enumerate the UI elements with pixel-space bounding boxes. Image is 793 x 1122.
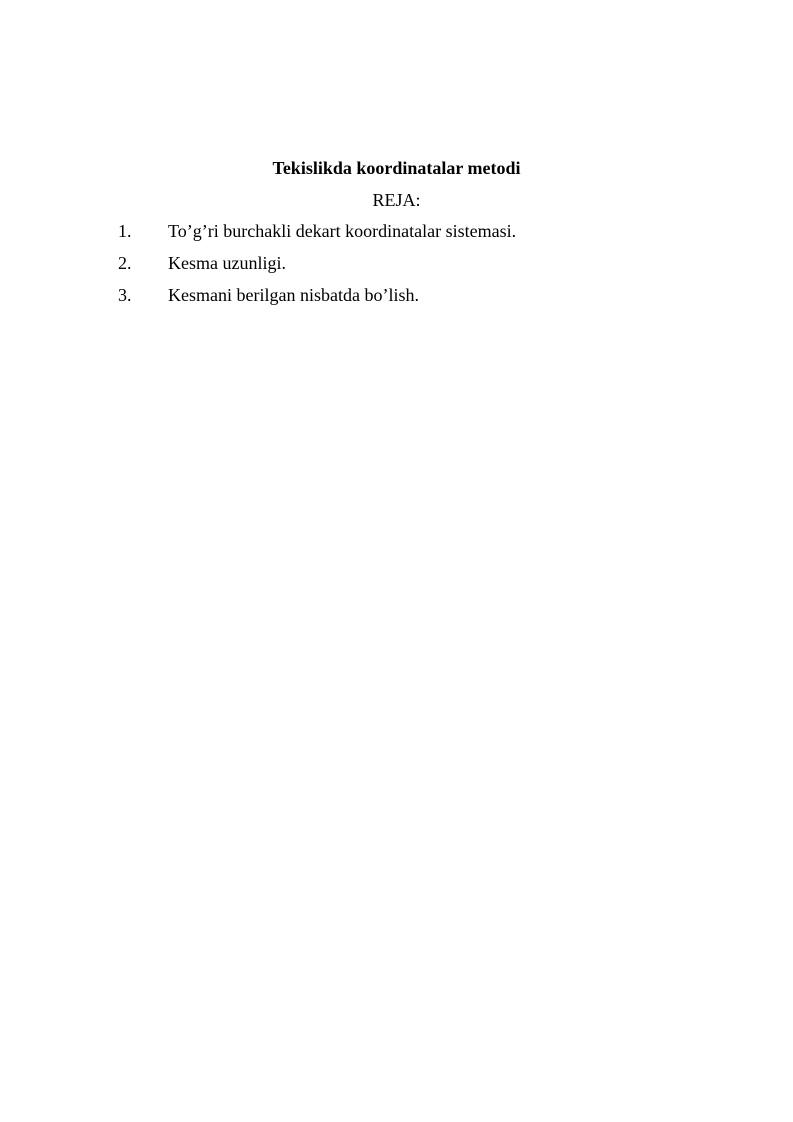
list-item xyxy=(118,220,516,252)
list-item-number: 2. xyxy=(118,253,132,273)
list-item-number: 3. xyxy=(118,285,132,305)
document-title-text: Tekislikda koordinatalar metodi xyxy=(272,158,521,178)
list-item xyxy=(118,252,516,284)
plan-list xyxy=(118,220,516,316)
list-item xyxy=(118,284,516,316)
plan-heading: REJA: xyxy=(372,190,421,210)
list-item-text: Kesma uzunligi. xyxy=(168,253,286,273)
list-item-text: To’g’ri burchakli dekart koordinatalar sistemasi. xyxy=(168,221,517,241)
list-item-text: Kesmani berilgan nisbatda bo’lish. xyxy=(168,285,419,305)
document-title xyxy=(0,156,793,180)
list-item-number: 1. xyxy=(118,221,132,241)
